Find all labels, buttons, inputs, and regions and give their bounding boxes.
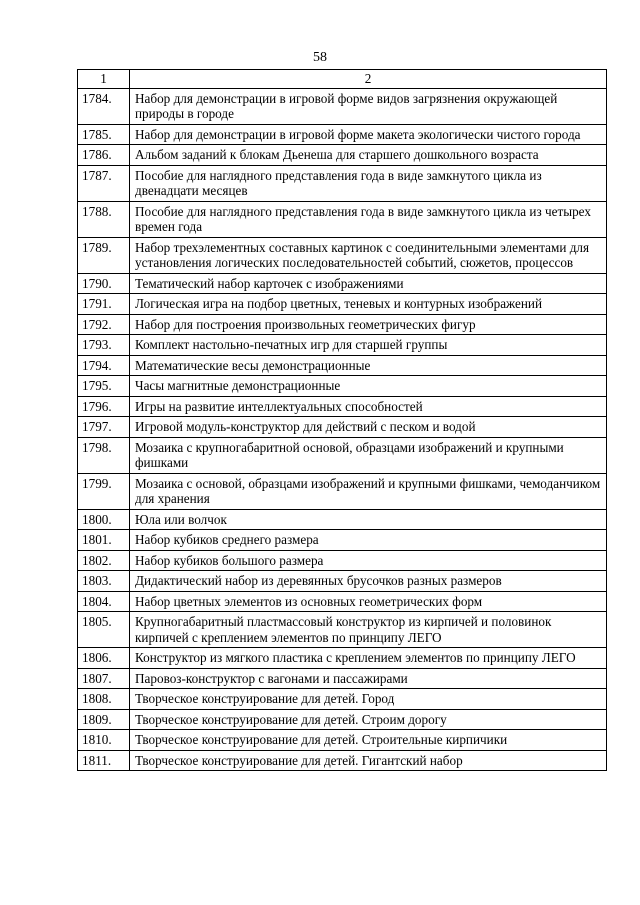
item-description: Математические весы демонстрационные: [130, 355, 607, 376]
item-description: Творческое конструирование для детей. Гигантский набор: [130, 750, 607, 771]
item-description: Мозаика с основой, образцами изображений и крупными фишками, чемоданчиком для хранения: [130, 473, 607, 509]
table-row: [78, 648, 607, 669]
item-number: 1791.: [78, 294, 130, 315]
item-number: 1788.: [78, 201, 130, 237]
table-row: [78, 689, 607, 710]
table-row: [78, 437, 607, 473]
item-number: 1789.: [78, 237, 130, 273]
item-description: Игровой модуль-конструктор для действий с песком и водой: [130, 417, 607, 438]
table-row: [78, 294, 607, 315]
item-description: Паровоз-конструктор с вагонами и пассажирами: [130, 668, 607, 689]
item-description: Набор для демонстрации в игровой форме видов загрязнения окружающей природы в городе: [130, 88, 607, 124]
item-description: Мозаика с крупногабаритной основой, образцами изображений и крупными фишками: [130, 437, 607, 473]
item-number: 1784.: [78, 88, 130, 124]
item-description: Пособие для наглядного представления года в виде замкнутого цикла из четырех времен года: [130, 201, 607, 237]
item-description: Творческое конструирование для детей. Строительные кирпичики: [130, 730, 607, 751]
column-header-2: 2: [130, 70, 607, 89]
item-description: Набор цветных элементов из основных геометрических форм: [130, 591, 607, 612]
page-number: 58: [313, 50, 327, 65]
item-number: 1811.: [78, 750, 130, 771]
item-description: Набор кубиков большого размера: [130, 550, 607, 571]
table-row: [78, 355, 607, 376]
table-row: [78, 709, 607, 730]
table-row: [78, 88, 607, 124]
item-description: Набор кубиков среднего размера: [130, 530, 607, 551]
item-number: 1803.: [78, 571, 130, 592]
item-description: Пособие для наглядного представления года в виде замкнутого цикла из двенадцати месяцев: [130, 165, 607, 201]
item-number: 1797.: [78, 417, 130, 438]
item-description: Творческое конструирование для детей. Строим дорогу: [130, 709, 607, 730]
item-number: 1808.: [78, 689, 130, 710]
item-description: Тематический набор карточек с изображениями: [130, 273, 607, 294]
item-number: 1792.: [78, 314, 130, 335]
item-number: 1790.: [78, 273, 130, 294]
item-number: 1801.: [78, 530, 130, 551]
table-row: [78, 314, 607, 335]
table-row: [78, 124, 607, 145]
column-header-1: 1: [78, 70, 130, 89]
item-number: 1810.: [78, 730, 130, 751]
table-row: [78, 145, 607, 166]
item-number: 1807.: [78, 668, 130, 689]
table-row: [78, 730, 607, 751]
table-row: [78, 201, 607, 237]
table-row: [78, 571, 607, 592]
table-row: [78, 750, 607, 771]
item-description: Творческое конструирование для детей. Город: [130, 689, 607, 710]
item-number: 1806.: [78, 648, 130, 669]
item-number: 1805.: [78, 612, 130, 648]
table-row: [78, 612, 607, 648]
item-description: Часы магнитные демонстрационные: [130, 376, 607, 397]
item-number: 1796.: [78, 396, 130, 417]
item-description: Набор трехэлементных составных картинок с соединительными элементами для установления логических последовательностей событий, сюжетов, процессов: [130, 237, 607, 273]
table-row: [78, 509, 607, 530]
table-row: [78, 273, 607, 294]
item-description: Логическая игра на подбор цветных, теневых и контурных изображений: [130, 294, 607, 315]
item-number: 1802.: [78, 550, 130, 571]
item-number: 1795.: [78, 376, 130, 397]
item-number: 1793.: [78, 335, 130, 356]
item-description: Альбом заданий к блокам Дьенеша для старшего дошкольного возраста: [130, 145, 607, 166]
table-row: [78, 550, 607, 571]
item-number: 1804.: [78, 591, 130, 612]
item-description: Комплект настольно-печатных игр для старшей группы: [130, 335, 607, 356]
item-number: 1799.: [78, 473, 130, 509]
table-row: [78, 473, 607, 509]
table-header-row: [78, 70, 607, 89]
item-description: Набор для демонстрации в игровой форме макета экологически чистого города: [130, 124, 607, 145]
table-row: [78, 165, 607, 201]
table-row: [78, 530, 607, 551]
table-row: [78, 237, 607, 273]
item-number: 1785.: [78, 124, 130, 145]
table-row: [78, 396, 607, 417]
table-row: [78, 591, 607, 612]
table-row: [78, 335, 607, 356]
item-number: 1798.: [78, 437, 130, 473]
table-row: [78, 668, 607, 689]
item-number: 1794.: [78, 355, 130, 376]
table-row: [78, 417, 607, 438]
table-row: [78, 376, 607, 397]
item-number: 1786.: [78, 145, 130, 166]
items-table: [77, 69, 607, 771]
item-description: Юла или волчок: [130, 509, 607, 530]
item-description: Крупногабаритный пластмассовый конструктор из кирпичей и половинок кирпичей с креплением элементов по принципу ЛЕГО: [130, 612, 607, 648]
item-description: Дидактический набор из деревянных брусочков разных размеров: [130, 571, 607, 592]
item-description: Игры на развитие интеллектуальных способностей: [130, 396, 607, 417]
item-description: Конструктор из мягкого пластика с креплением элементов по принципу ЛЕГО: [130, 648, 607, 669]
item-number: 1800.: [78, 509, 130, 530]
table-body: [78, 88, 607, 771]
item-number: 1787.: [78, 165, 130, 201]
item-number: 1809.: [78, 709, 130, 730]
item-description: Набор для построения произвольных геометрических фигур: [130, 314, 607, 335]
